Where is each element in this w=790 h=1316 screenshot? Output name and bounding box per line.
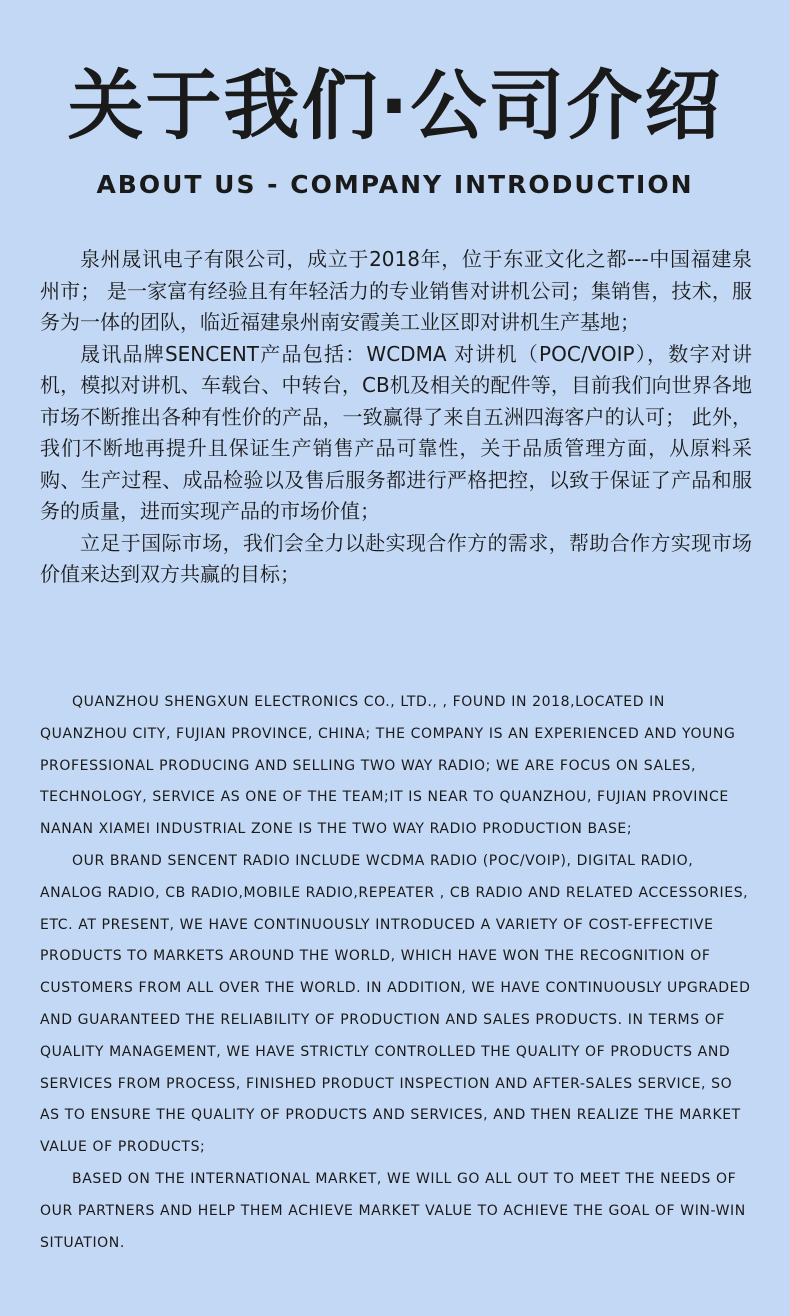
intro-en-paragraph-products: OUR BRAND SENCENT RADIO INCLUDE WCDMA RADIO (POC/VOIP), DIGITAL RADIO, ANALOG RADIO, CB RADIO,MOBILE RADIO,REPEATER , CB RADIO AND RELATED ACCESSORIES, ETC. AT PRESENT, WE HAVE CONTINUOUSLY INTRODUCED A VARIETY OF COST-EFFECTIVE PRODUCTS TO MARKETS AROUND THE WORLD, WHICH HAVE WON THE RECOGNITION OF CUSTOMERS FROM ALL OVER THE WORLD. IN ADDITION, WE HAVE CONTINUOUSLY UPGRADED AND GUARANTEED THE RELIABILITY OF PRODUCTION AND SALES PRODUCTS. IN TERMS OF QUALITY MANAGEMENT, WE HAVE STRICTLY CONTROLLED THE QUALITY OF PRODUCTS AND SERVICES FROM PROCESS, FINISHED PRODUCT INSPECTION AND AFTER-SALES SERVICE, SO AS TO ENSURE THE QUALITY OF PRODUCTS AND SERVICES, AND THEN REALIZE THE MARKET VALUE OF PRODUCTS; [40,852,751,1156]
intro-en-paragraph-goal: BASED ON THE INTERNATIONAL MARKET, WE WILL GO ALL OUT TO MEET THE NEEDS OF OUR PARTNERS AND HELP THEM ACHIEVE MARKET VALUE TO ACHIEVE THE GOAL OF WIN-WIN SITUATION. [40,1170,746,1251]
page-title: 关于我们·公司介绍 [67,61,723,150]
intro-cn-paragraph-products: 晟讯品牌SENCENT产品包括：WCDMA 对讲机（POC/VOIP），数字对讲机，模拟对讲机、车载台、中转台，CB机及相关的配件等，目前我们向世界各地市场不断推出各种有性价的产品，一致赢得了来自五洲四海客户的认可； 此外，我们不断地再提升且保证生产销售产品可靠性，关于品质管理方面，从原料采购、生产过程、成品检验以及售后服务都进行严格把控，以致于保证了产品和服务的质量，进而实现产品的市场价值； [40,341,752,523]
intro-cn-paragraph-goal: 立足于国际市场，我们会全力以赴实现合作方的需求，帮助合作方实现市场价值来达到双方共赢的目标； [40,530,752,586]
page-subtitle: ABOUT US - COMPANY INTRODUCTION [96,170,694,199]
intro-english [40,687,752,1259]
intro-en-paragraph-company: QUANZHOU SHENGXUN ELECTRONICS CO., LTD., , FOUND IN 2018,LOCATED IN QUANZHOU CITY, FUJIAN PROVINCE, CHINA; THE COMPANY IS AN EXPERIENCED AND YOUNG PROFESSIONAL PRODUCING AND SELLING TWO WAY RADIO; WE ARE FOCUS ON SALES, TECHNOLOGY, SERVICE AS ONE OF THE TEAM;IT IS NEAR TO QUANZHOU, FUJIAN PROVINCE NANAN XIAMEI INDUSTRIAL ZONE IS THE TWO WAY RADIO PRODUCTION BASE; [40,694,736,838]
intro-chinese [40,244,752,591]
intro-cn-paragraph-company: 泉州晟讯电子有限公司，成立于2018年，位于东亚文化之都---中国福建泉州市； 是一家富有经验且有年轻活力的专业销售对讲机公司；集销售，技术，服务为一体的团队，临近福建泉州南安霞美工业区即对讲机生产基地； [40,247,752,334]
